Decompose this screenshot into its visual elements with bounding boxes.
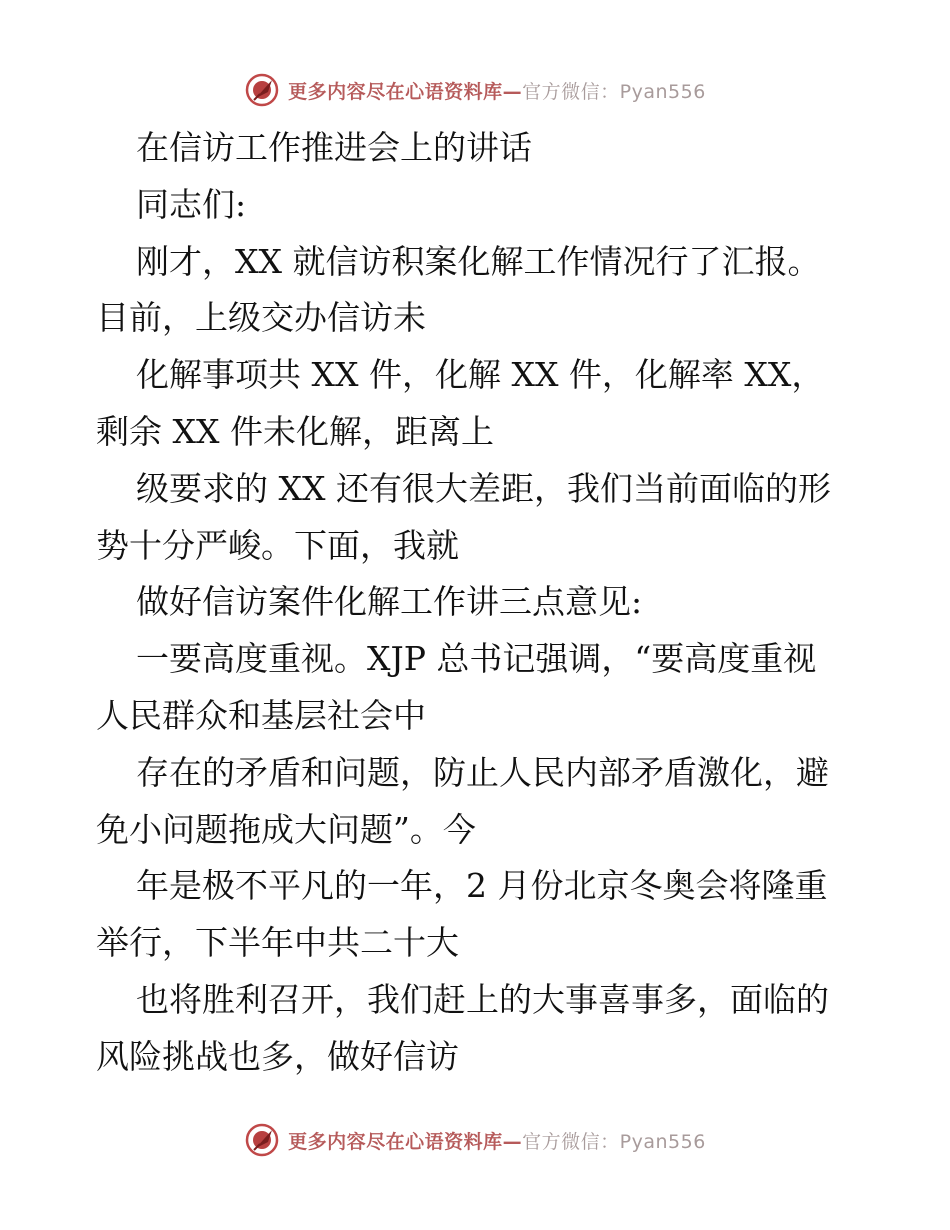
watermark-gray-text: 官方微信：Pyan556	[522, 80, 706, 103]
watermark-footer	[0, 1120, 950, 1160]
text-line: 级要求的 XX 还有很大差距，我们当前面临的形	[136, 468, 831, 508]
document-title: 在信访工作推进会上的讲话	[136, 128, 532, 167]
quill-logo-icon	[244, 1122, 280, 1158]
text-line: 一要高度重视。XJP 总书记强调，“要高度重视	[136, 639, 817, 679]
text-line: 化解事项共 XX 件，化解 XX 件，化解率 XX，	[136, 355, 825, 395]
text-line: 免小问题拖成大问题”。今	[96, 809, 476, 849]
text-line: 目前，上级交办信访未	[96, 298, 426, 338]
text-line: 剩余 XX 件未化解，距离上	[96, 411, 494, 451]
text-line: 风险挑战也多，做好信访	[96, 1036, 459, 1076]
watermark-gray-text: 官方微信：Pyan556	[522, 1130, 706, 1153]
text-line: 举行，下半年中共二十大	[96, 923, 459, 963]
text-line: 年是极不平凡的一年，2 月份北京冬奥会将隆重	[136, 866, 828, 906]
watermark-red-text: 更多内容尽在心语资料库—	[288, 1130, 523, 1153]
text-line: 也将胜利召开，我们赶上的大事喜事多，面临的	[136, 979, 829, 1019]
watermark-header	[0, 70, 950, 110]
watermark-red-text: 更多内容尽在心语资料库—	[288, 80, 523, 103]
text-line: 做好信访案件化解工作讲三点意见:	[136, 582, 643, 622]
text-line: 势十分严峻。下面，我就	[96, 525, 459, 565]
quill-logo-icon	[244, 72, 280, 108]
text-line: 存在的矛盾和问题，防止人民内部矛盾激化，避	[136, 752, 829, 792]
document-body	[96, 120, 856, 1086]
text-line: 同志们:	[136, 184, 247, 224]
text-line: 刚才，XX 就信访积案化解工作情况行了汇报。	[136, 241, 821, 281]
text-line: 人民群众和基层社会中	[96, 695, 426, 735]
